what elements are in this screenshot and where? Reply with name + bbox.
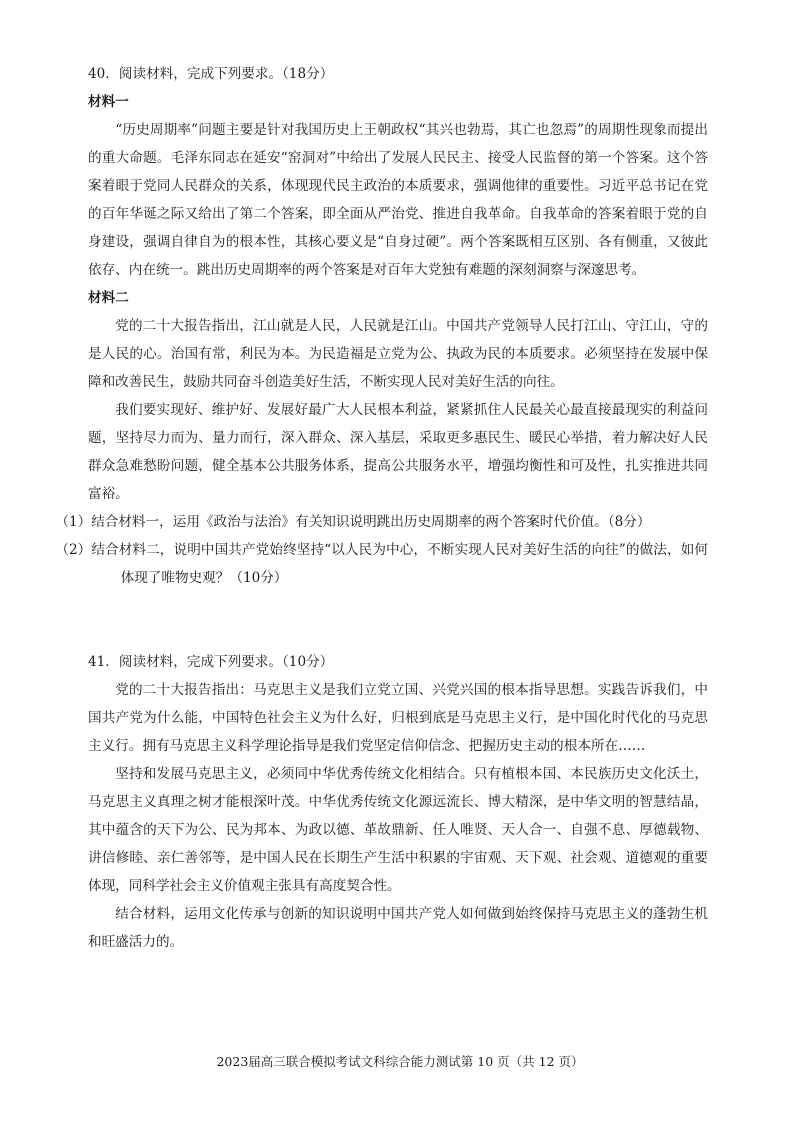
question-41-prompt: 结合材料，运用文化传承与创新的知识说明中国共产党人如何做到始终保持马克思主义的蓬勃生机和旺盛活力的。 bbox=[88, 906, 708, 950]
question-41 bbox=[88, 648, 708, 956]
sub-question-1 bbox=[55, 508, 708, 536]
material-2-paragraph-2: 我们要实现好、维护好、发展好最广大人民根本利益，紧紧抓住人民最关心最直接最现实的利益问题，坚持尽力而为、量力而行，深入群众、深入基层，采取更多惠民生、暖民心举措，着力解决好人民群众急难愁盼问题，健全基本公共服务体系，提高公共服务水平，增强均衡性和可及性，扎实推进共同富裕。 bbox=[88, 402, 708, 502]
sub-question-2 bbox=[55, 536, 708, 592]
page-footer: 2023届高三联合模拟考试文科综合能力测试第 10 页（共 12 页） bbox=[216, 1054, 584, 1069]
sub-question-2-text: 结合材料二，说明中国共产党始终坚持“以人民为中心，不断实现人民对美好生活的向往”的做法，如何体现了唯物史观？（10分） bbox=[91, 542, 708, 586]
material-1-title: 材料一 bbox=[88, 94, 129, 110]
sub-question-1-number: （1） bbox=[55, 514, 92, 530]
question-41-paragraph-2: 坚持和发展马克思主义，必须同中华优秀传统文化相结合。只有植根本国、本民族历史文化沃土，马克思主义真理之树才能根深叶茂。中华优秀传统文化源远流长、博大精深，是中华文明的智慧结晶，其中蕴含的天下为公、民为邦本、为政以德、革故鼎新、任人唯贤、天人合一、自强不息、厚德载物、讲信修睦、亲仁善邻等，是中国人民在长期生产生活中积累的宇宙观、天下观、社会观、道德观的重要体现，同科学社会主义价值观主张具有高度契合性。 bbox=[88, 766, 708, 894]
sub-question-2-number: （2） bbox=[55, 542, 92, 558]
sub-question-1-text: 结合材料一，运用《政治与法治》有关知识说明跳出历史周期率的两个答案时代价值。（8分） bbox=[91, 514, 651, 530]
question-41-header: 41．阅读材料，完成下列要求。（10分） bbox=[88, 654, 334, 670]
question-41-paragraph-1: 党的二十大报告指出：马克思主义是我们立党立国、兴党兴国的根本指导思想。实践告诉我们，中国共产党为什么能，中国特色社会主义为什么好，归根到底是马克思主义行，是中国化时代化的马克思主义行。拥有马克思主义科学理论指导是我们党坚定信仰信念、把握历史主动的根本所在…… bbox=[88, 682, 708, 754]
material-2-title: 材料二 bbox=[88, 290, 129, 306]
section-spacer bbox=[88, 592, 708, 648]
page-content bbox=[55, 60, 708, 956]
question-40 bbox=[55, 60, 708, 592]
material-2-paragraph-1: 党的二十大报告指出，江山就是人民，人民就是江山。中国共产党领导人民打江山、守江山，守的是人民的心。治国有常，利民为本。为民造福是立党为公、执政为民的本质要求。必须坚持在发展中保障和改善民生，鼓励共同奋斗创造美好生活，不断实现人民对美好生活的向往。 bbox=[88, 318, 708, 390]
material-1-paragraph: “历史周期率”问题主要是针对我国历史上王朝政权“其兴也勃焉，其亡也忽焉”的周期性现象而提出的重大命题。毛泽东同志在延安“窑洞对”中给出了发展人民民主、接受人民监督的第一个答案。这个答案着眼于党同人民群众的关系，体现现代民主政治的本质要求，强调他律的重要性。习近平总书记在党的百年华诞之际又给出了第二个答案，即全面从严治党、推进自我革命。自我革命的答案着眼于党的自身建设，强调自律自为的根本性，其核心要义是“自身过硬”。两个答案既相互区别、各有侧重，又彼此依存、内在统一。跳出历史周期率的两个答案是对百年大党独有难题的深刻洞察与深邃思考。 bbox=[88, 122, 708, 278]
question-40-header: 40．阅读材料，完成下列要求。（18分） bbox=[88, 66, 334, 82]
